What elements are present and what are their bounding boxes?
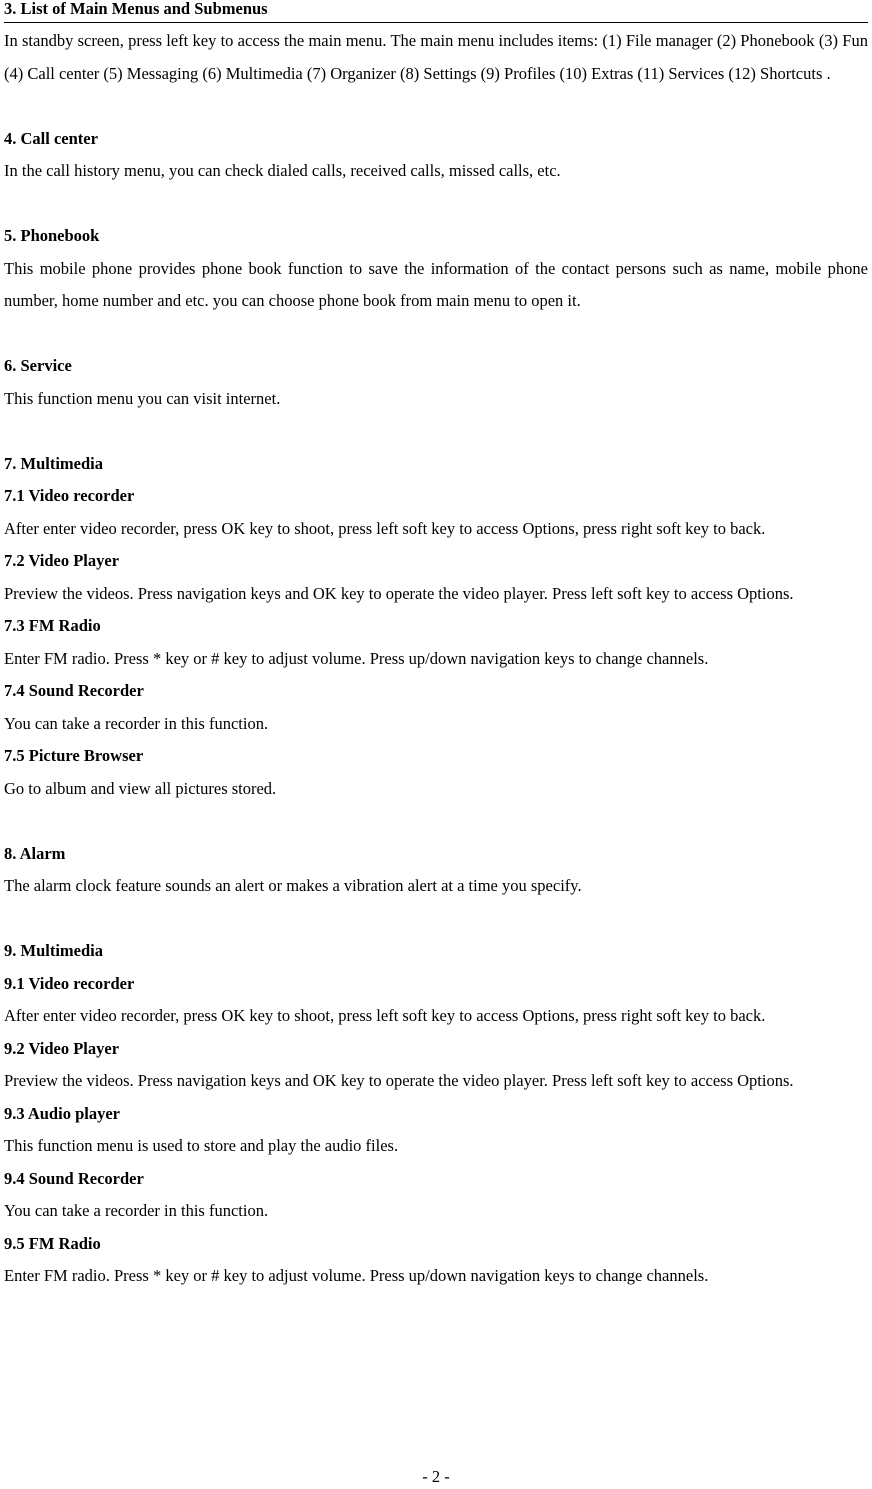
subsection-title: 9.2 Video Player — [4, 1038, 120, 1058]
subsection-title: 7.1 Video recorder — [4, 486, 135, 505]
subsection-title: 7.5 Picture Browser — [4, 746, 144, 765]
intro-paragraph: In standby screen, press left key to access the main menu. The main menu includes items: (1) File manager (2) Phonebook (3) Fun (4) Call center (5) Messaging (6) Multimedia (7) Organizer (8) Settings (9) Profiles (10) Extras (11) Services (12) Shortcuts . — [4, 31, 868, 83]
page-header-title: 3. List of Main Menus and Submenus — [4, 0, 868, 23]
subsection-title: 9.1 Video recorder — [4, 973, 135, 993]
subsection-text: You can take a recorder in this function. — [4, 713, 269, 733]
section-text-alarm: The alarm clock feature sounds an alert or makes a vibration alert at a time you specify. — [4, 876, 582, 895]
subsection-text: Go to album and view all pictures stored. — [4, 778, 277, 798]
section-text-call-center: In the call history menu, you can check dialed calls, received calls, missed calls, etc. — [4, 161, 561, 180]
section-text-phonebook: This mobile phone provides phone book function to save the information of the contact persons such as name, mobile phone number, home number and etc. you can choose phone book from main menu to open it. — [4, 258, 868, 310]
spacer — [4, 903, 868, 936]
section-title-service: 6. Service — [4, 356, 72, 375]
spacer — [4, 318, 868, 351]
subsection-title: 7.3 FM Radio — [4, 616, 101, 635]
subsection-text: You can take a recorder in this function. — [4, 1201, 269, 1220]
section-title-multimedia-7: 7. Multimedia — [4, 453, 103, 473]
subsection-title: 9.3 Audio player — [4, 1103, 120, 1123]
document-page — [4, 0, 868, 1293]
spacer — [4, 805, 868, 838]
spacer — [4, 415, 868, 448]
page-number: - 2 - — [422, 1467, 450, 1486]
subsection-text: After enter video recorder, press OK key to shoot, press left soft key to access Options, press right soft key to back. — [4, 518, 766, 538]
section-title-alarm: 8. Alarm — [4, 843, 66, 863]
subsection-text: Preview the videos. Press navigation keys and OK key to operate the video player. Press left soft key to access Options. — [4, 583, 794, 603]
subsection-title: 7.2 Video Player — [4, 551, 120, 570]
spacer — [4, 188, 868, 221]
section-title-call-center: 4. Call center — [4, 128, 98, 148]
section-title-phonebook: 5. Phonebook — [4, 226, 100, 245]
subsection-text: This function menu is used to store and play the audio files. — [4, 1136, 399, 1155]
spacer — [4, 90, 868, 123]
subsection-text: After enter video recorder, press OK key to shoot, press left soft key to access Options, press right soft key to back. — [4, 1006, 766, 1025]
section-title-multimedia-9: 9. Multimedia — [4, 941, 103, 960]
subsection-title: 9.5 FM Radio — [4, 1233, 101, 1253]
subsection-text: Preview the videos. Press navigation keys and OK key to operate the video player. Press left soft key to access Options. — [4, 1071, 794, 1090]
subsection-text: Enter FM radio. Press * key or # key to adjust volume. Press up/down navigation keys to change channels. — [4, 648, 709, 668]
subsection-title: 9.4 Sound Recorder — [4, 1168, 144, 1188]
subsection-title: 7.4 Sound Recorder — [4, 681, 144, 700]
section-text-service: This function menu you can visit internet. — [4, 388, 281, 408]
subsection-text: Enter FM radio. Press * key or # key to adjust volume. Press up/down navigation keys to change channels. — [4, 1266, 709, 1285]
